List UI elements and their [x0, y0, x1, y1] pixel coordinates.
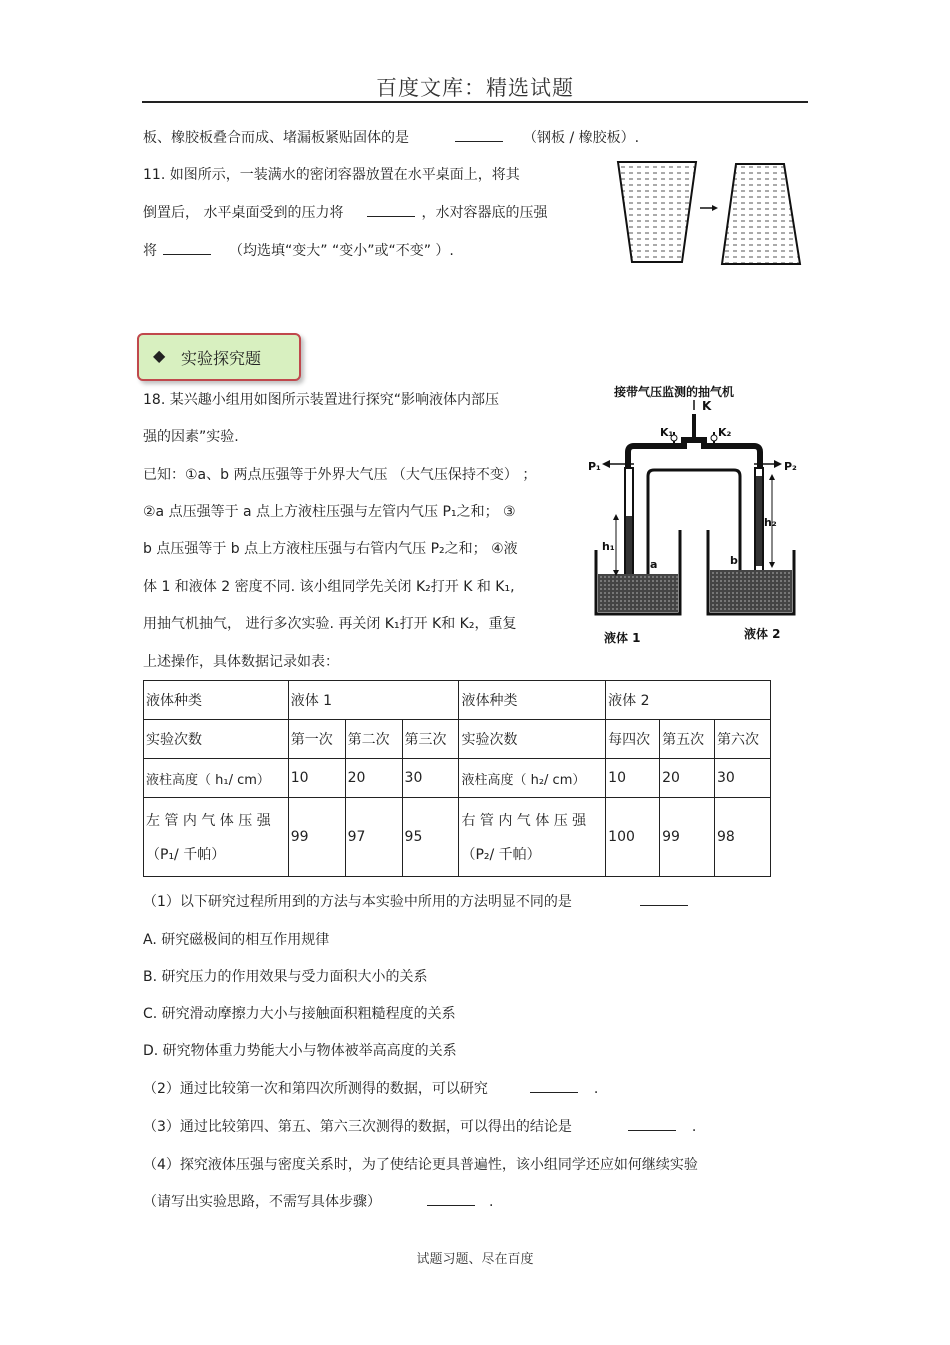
table-cell: 20	[345, 759, 402, 798]
question-2-text: （2）通过比较第一次和第四次所测得的数据，可以研究	[143, 1081, 488, 1097]
label-k1: K₁	[660, 426, 674, 439]
question-2-period: .	[593, 1081, 599, 1097]
table-cell: 100	[606, 798, 660, 877]
q10-options: （钢板 / 橡胶板）.	[523, 130, 640, 146]
question-3-text: （3）通过比较第四、第五、第六三次测得的数据，可以得出的结论是	[143, 1119, 572, 1135]
table-cell: 液体种类	[459, 681, 606, 720]
option-b: B. 研究压力的作用效果与受力面积大小的关系	[143, 969, 428, 985]
table-cell: 实验次数	[459, 720, 606, 759]
question-4b	[143, 1191, 493, 1211]
right-pressure-label: 右 管 内 气 体 压 强	[461, 813, 587, 829]
label-liquid1: 液体 1	[604, 631, 641, 645]
q18-line: 强的因素”实验.	[143, 429, 239, 445]
q18-line: 18. 某兴趣小组用如图所示装置进行探究“影响液体内部压	[143, 392, 499, 408]
q10-text: 板、橡胶板叠合而成、堵漏板紧贴固体的是	[143, 130, 409, 146]
label-h1: h₁	[602, 540, 615, 553]
table-row	[144, 720, 771, 759]
left-pressure-label: 左 管 内 气 体 压 强	[146, 813, 271, 829]
q10-blank	[455, 129, 503, 142]
q18-line: ②a 点压强等于 a 点上方液柱压强与左管内气压 P₁之和； ③	[143, 504, 516, 520]
section-label: 实验探究题	[181, 349, 262, 368]
table-cell: 每四次	[606, 720, 660, 759]
option-d: D. 研究物体重力势能大小与物体被举高高度的关系	[143, 1043, 457, 1059]
q18-line: 体 1 和液体 2 密度不同. 该小组同学先关闭 K₂打开 K 和 K₁,	[143, 579, 515, 595]
table-cell: 第二次	[345, 720, 402, 759]
question-1-text: （1）以下研究过程所用到的方法与本实验中所用的方法明显不同的是	[143, 894, 572, 910]
table-row	[144, 681, 771, 720]
label-b: b	[730, 554, 738, 567]
question-3-period: .	[691, 1119, 697, 1135]
header-rule	[142, 101, 808, 103]
table-cell: 液体 2	[606, 681, 771, 720]
q18-line: 用抽气机抽气， 进行多次实验. 再关闭 K₁打开 K和 K₂，重复	[143, 616, 517, 632]
q10-line	[143, 127, 639, 147]
table-cell: 99	[288, 798, 345, 877]
q11-line1: 11. 如图所示，一装满水的密闭容器放置在水平桌面上，将其	[143, 167, 520, 183]
q18-line: 上述操作，具体数据记录如表：	[143, 654, 339, 670]
question-4b-text: （请写出实验思路，不需写具体步骤）	[143, 1194, 381, 1210]
q11-blank1	[367, 204, 415, 217]
table-cell: 液体 1	[288, 681, 459, 720]
question-4-period: .	[489, 1194, 494, 1210]
table-row	[144, 759, 771, 798]
table-cell: 97	[345, 798, 402, 877]
label-a: a	[650, 558, 658, 571]
figure-title: 接带气压监测的抽气机	[614, 385, 735, 399]
page-footer: 试题习题、尽在百度	[416, 1252, 534, 1267]
table-cell: 第三次	[402, 720, 459, 759]
table-cell	[459, 798, 606, 877]
table-cell: 第一次	[288, 720, 345, 759]
q18-line: b 点压强等于 b 点上方液柱压强与右管内气压 P₂之和； ④液	[143, 541, 518, 557]
table-cell: 95	[402, 798, 459, 877]
question-4a: （4）探究液体压强与密度关系时，为了使结论更具普遍性，该小组同学还应如何继续实验	[143, 1157, 698, 1173]
table-row	[144, 798, 771, 877]
q11-line3	[143, 240, 454, 260]
label-k: K	[702, 399, 712, 413]
table-cell: 液体种类	[144, 681, 289, 720]
table-cell: 10	[606, 759, 660, 798]
apparatus-figure	[588, 380, 802, 648]
table-cell: 液柱高度（ h₁/ cm）	[144, 759, 289, 798]
question-1-blank	[640, 893, 688, 906]
table-cell: 30	[402, 759, 459, 798]
label-liquid2: 液体 2	[744, 627, 781, 641]
question-4-blank	[427, 1193, 475, 1206]
table-cell: 液柱高度（ h₂/ cm）	[459, 759, 606, 798]
label-k2: K₂	[718, 426, 732, 439]
table-cell	[144, 798, 289, 877]
table-cell: 98	[715, 798, 771, 877]
q18-line: 已知：①a、b 两点压强等于外界大气压 （大气压保持不变） ；	[143, 467, 537, 483]
option-a: A. 研究磁极间的相互作用规律	[143, 932, 330, 948]
table-cell: 10	[288, 759, 345, 798]
q11-line3-b: （均选填“变大” “变小”或“不变” ）.	[229, 243, 454, 259]
q11-line2-b: ，水对容器底的压强	[421, 205, 548, 221]
right-pressure-unit: （P₂/ 千帕）	[461, 847, 541, 863]
q11-line3-a: 将	[143, 243, 157, 259]
table-cell: 99	[660, 798, 715, 877]
diamond-icon: ◆	[153, 346, 166, 365]
section-badge	[137, 333, 301, 381]
q11-line2-a: 倒置后， 水平桌面受到的压力将	[143, 205, 344, 221]
question-3	[143, 1116, 696, 1136]
label-h2: h₂	[764, 516, 777, 529]
table-cell: 实验次数	[144, 720, 289, 759]
option-c: C. 研究滑动摩擦力大小与接触面积粗糙程度的关系	[143, 1006, 456, 1022]
question-1	[143, 891, 694, 911]
q11-container-figure	[612, 158, 808, 270]
q11-line2	[143, 202, 547, 222]
label-p1: P₁	[588, 460, 601, 473]
table-cell: 30	[715, 759, 771, 798]
table-cell: 第六次	[715, 720, 771, 759]
question-2	[143, 1078, 598, 1098]
question-2-blank	[530, 1080, 578, 1093]
table-cell: 第五次	[660, 720, 715, 759]
left-pressure-unit: （P₁/ 千帕）	[146, 847, 226, 863]
question-3-blank	[628, 1118, 676, 1131]
q11-blank2	[163, 242, 211, 255]
data-table	[143, 680, 771, 877]
page-header: 百度文库：精选试题	[376, 76, 574, 100]
label-p2: P₂	[784, 460, 797, 473]
table-cell: 20	[660, 759, 715, 798]
